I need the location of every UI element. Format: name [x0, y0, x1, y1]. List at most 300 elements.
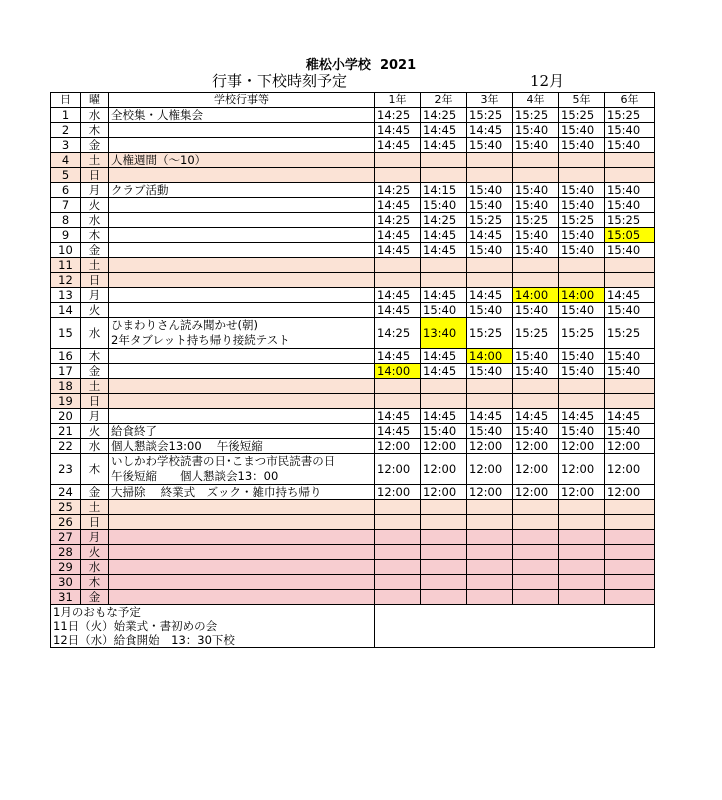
dismissal-time-cell [375, 545, 421, 560]
dismissal-time-cell [467, 590, 513, 605]
dismissal-time-cell [513, 168, 559, 183]
dismissal-time-cell [605, 575, 655, 590]
dismissal-time-cell [605, 168, 655, 183]
table-row [51, 198, 655, 213]
dismissal-time-cell: 14:45 [375, 349, 421, 364]
school-name: 稚松小学校 [305, 58, 371, 73]
weekday-cell: 土 [81, 500, 109, 515]
dismissal-time-cell: 15:40 [467, 303, 513, 318]
header-weekday: 曜 [81, 93, 109, 108]
header-grade: 4年 [513, 93, 559, 108]
event-cell [109, 153, 375, 168]
event-cell [109, 243, 375, 258]
day-cell: 8 [51, 213, 81, 228]
dismissal-time-cell: 15:25 [467, 318, 513, 349]
dismissal-time-cell: 15:40 [467, 243, 513, 258]
dismissal-time-cell: 15:40 [559, 364, 605, 379]
dismissal-time-cell [467, 515, 513, 530]
dismissal-time-cell [513, 545, 559, 560]
dismissal-time-cell: 15:40 [513, 123, 559, 138]
weekday-cell: 土 [81, 379, 109, 394]
dismissal-time-cell: 14:45 [605, 288, 655, 303]
dismissal-time-cell: 15:25 [513, 318, 559, 349]
table-row [51, 530, 655, 545]
dismissal-time-cell: 14:45 [375, 424, 421, 439]
dismissal-time-cell: 15:40 [513, 138, 559, 153]
event-cell [109, 575, 375, 590]
dismissal-time-cell: 15:40 [559, 123, 605, 138]
dismissal-time-cell: 14:45 [375, 228, 421, 243]
dismissal-time-cell [513, 515, 559, 530]
table-row [51, 138, 655, 153]
day-cell: 21 [51, 424, 81, 439]
dismissal-time-cell [467, 575, 513, 590]
event-cell [109, 394, 375, 409]
dismissal-time-cell: 14:25 [375, 183, 421, 198]
dismissal-time-cell: 15:25 [513, 108, 559, 123]
dismissal-time-cell: 12:00 [605, 454, 655, 485]
schedule-table [50, 92, 655, 648]
header-grade: 3年 [467, 93, 513, 108]
weekday-cell: 土 [81, 153, 109, 168]
weekday-cell: 月 [81, 530, 109, 545]
day-cell: 25 [51, 500, 81, 515]
table-row [51, 258, 655, 273]
dismissal-time-cell [513, 273, 559, 288]
dismissal-time-cell: 14:00 [375, 364, 421, 379]
weekday-cell: 木 [81, 575, 109, 590]
day-cell: 16 [51, 349, 81, 364]
schedule-body [51, 108, 655, 605]
dismissal-time-cell: 14:45 [421, 288, 467, 303]
event-cell [109, 515, 375, 530]
dismissal-time-cell [467, 500, 513, 515]
dismissal-time-cell: 15:40 [605, 243, 655, 258]
header-grade: 5年 [559, 93, 605, 108]
event-cell [109, 288, 375, 303]
event-cell [109, 454, 375, 485]
event-cell [109, 424, 375, 439]
day-cell: 23 [51, 454, 81, 485]
dismissal-time-cell: 14:45 [375, 288, 421, 303]
event-line: ひまわりさん読み聞かせ(朝) [111, 318, 258, 332]
table-row [51, 183, 655, 198]
dismissal-time-cell [375, 515, 421, 530]
table-row [51, 349, 655, 364]
table-row [51, 228, 655, 243]
header-events: 学校行事等 [109, 93, 375, 108]
event-cell [109, 364, 375, 379]
dismissal-time-cell: 15:40 [513, 303, 559, 318]
dismissal-time-cell: 15:40 [513, 228, 559, 243]
dismissal-time-cell: 15:40 [559, 303, 605, 318]
header-day: 日 [51, 93, 81, 108]
dismissal-time-cell: 14:45 [375, 303, 421, 318]
event-cell [109, 228, 375, 243]
dismissal-time-cell [421, 545, 467, 560]
dismissal-time-cell [421, 153, 467, 168]
header-row [51, 93, 655, 108]
day-cell: 2 [51, 123, 81, 138]
weekday-cell: 水 [81, 108, 109, 123]
dismissal-time-cell [513, 153, 559, 168]
dismissal-time-cell [375, 590, 421, 605]
dismissal-time-cell [559, 590, 605, 605]
weekday-cell: 火 [81, 545, 109, 560]
event-cell [109, 123, 375, 138]
dismissal-time-cell: 15:25 [467, 108, 513, 123]
event-line: いしかわ学校読書の日･こまつ市民読書の日 [111, 454, 336, 468]
dismissal-time-cell: 14:45 [421, 409, 467, 424]
dismissal-time-cell: 12:00 [559, 454, 605, 485]
dismissal-time-cell [375, 273, 421, 288]
dismissal-time-cell: 15:40 [513, 424, 559, 439]
weekday-cell: 火 [81, 198, 109, 213]
dismissal-time-cell [421, 500, 467, 515]
dismissal-time-cell [513, 530, 559, 545]
dismissal-time-cell [559, 560, 605, 575]
dismissal-time-cell [421, 273, 467, 288]
table-row [51, 394, 655, 409]
weekday-cell: 火 [81, 303, 109, 318]
day-cell: 1 [51, 108, 81, 123]
table-row [51, 575, 655, 590]
day-cell: 29 [51, 560, 81, 575]
table-row [51, 288, 655, 303]
dismissal-time-cell [559, 168, 605, 183]
dismissal-time-cell [605, 515, 655, 530]
dismissal-time-cell [375, 530, 421, 545]
dismissal-time-cell: 14:15 [421, 183, 467, 198]
dismissal-time-cell: 15:40 [421, 198, 467, 213]
dismissal-time-cell: 15:40 [467, 424, 513, 439]
dismissal-time-cell: 12:00 [605, 485, 655, 500]
dismissal-time-cell [421, 590, 467, 605]
dismissal-time-cell: 15:40 [513, 183, 559, 198]
dismissal-time-cell [605, 530, 655, 545]
dismissal-time-cell [375, 500, 421, 515]
weekday-cell: 月 [81, 288, 109, 303]
table-row [51, 560, 655, 575]
dismissal-time-cell: 12:00 [421, 454, 467, 485]
dismissal-time-cell: 15:40 [513, 243, 559, 258]
notes-line: 12日（水）給食開始 13：30下校 [53, 633, 235, 647]
day-cell: 19 [51, 394, 81, 409]
event-cell [109, 303, 375, 318]
day-cell: 9 [51, 228, 81, 243]
event-line: 人権週間（～10） [111, 153, 207, 167]
dismissal-time-cell [513, 575, 559, 590]
event-line: 全校集・人権集会 [111, 108, 203, 122]
notes-blank-cell [375, 605, 655, 648]
dismissal-time-cell: 15:25 [513, 213, 559, 228]
school-year: 2021 [379, 58, 417, 73]
table-row [51, 515, 655, 530]
day-cell: 12 [51, 273, 81, 288]
day-cell: 7 [51, 198, 81, 213]
page-subtitle: 行事・下校時刻予定 [212, 72, 348, 90]
day-cell: 11 [51, 258, 81, 273]
event-cell [109, 545, 375, 560]
dismissal-time-cell [513, 394, 559, 409]
dismissal-time-cell: 15:40 [559, 424, 605, 439]
dismissal-time-cell: 15:40 [467, 198, 513, 213]
dismissal-time-cell [605, 273, 655, 288]
weekday-cell: 金 [81, 243, 109, 258]
dismissal-time-cell: 12:00 [605, 439, 655, 454]
school-title [0, 54, 722, 73]
day-cell: 24 [51, 485, 81, 500]
table-row [51, 243, 655, 258]
weekday-cell: 月 [81, 183, 109, 198]
dismissal-time-cell: 14:45 [375, 409, 421, 424]
dismissal-time-cell: 14:45 [421, 349, 467, 364]
dismissal-time-cell: 14:45 [467, 228, 513, 243]
dismissal-time-cell [421, 168, 467, 183]
dismissal-time-cell [467, 394, 513, 409]
weekday-cell: 木 [81, 454, 109, 485]
dismissal-time-cell: 14:45 [375, 138, 421, 153]
table-row [51, 485, 655, 500]
event-cell [109, 183, 375, 198]
dismissal-time-cell [467, 258, 513, 273]
dismissal-time-cell: 12:00 [421, 439, 467, 454]
dismissal-time-cell: 12:00 [513, 485, 559, 500]
day-cell: 3 [51, 138, 81, 153]
dismissal-time-cell [559, 500, 605, 515]
event-cell [109, 258, 375, 273]
dismissal-time-cell [421, 394, 467, 409]
event-cell [109, 349, 375, 364]
day-cell: 10 [51, 243, 81, 258]
dismissal-time-cell: 12:00 [513, 454, 559, 485]
dismissal-time-cell [375, 379, 421, 394]
dismissal-time-cell: 15:40 [467, 364, 513, 379]
dismissal-time-cell: 15:40 [513, 198, 559, 213]
weekday-cell: 金 [81, 485, 109, 500]
weekday-cell: 木 [81, 349, 109, 364]
dismissal-time-cell: 15:40 [559, 228, 605, 243]
weekday-cell: 水 [81, 318, 109, 349]
weekday-cell: 金 [81, 590, 109, 605]
table-row [51, 273, 655, 288]
dismissal-time-cell: 15:25 [605, 213, 655, 228]
dismissal-time-cell: 14:45 [421, 243, 467, 258]
dismissal-time-cell [559, 575, 605, 590]
dismissal-time-cell [559, 545, 605, 560]
dismissal-time-cell: 15:40 [605, 303, 655, 318]
event-cell [109, 168, 375, 183]
table-row [51, 424, 655, 439]
dismissal-time-cell [467, 560, 513, 575]
dismissal-time-cell [513, 560, 559, 575]
dismissal-time-cell [375, 153, 421, 168]
dismissal-time-cell [467, 168, 513, 183]
dismissal-time-cell: 12:00 [375, 454, 421, 485]
dismissal-time-cell: 15:40 [421, 424, 467, 439]
dismissal-time-cell [513, 258, 559, 273]
dismissal-time-cell [605, 153, 655, 168]
weekday-cell: 日 [81, 515, 109, 530]
dismissal-time-cell [375, 560, 421, 575]
day-cell: 30 [51, 575, 81, 590]
event-cell [109, 379, 375, 394]
event-cell [109, 485, 375, 500]
dismissal-time-cell [513, 590, 559, 605]
dismissal-time-cell: 14:25 [421, 108, 467, 123]
notes-row [51, 605, 655, 648]
dismissal-time-cell: 15:40 [559, 138, 605, 153]
dismissal-time-cell: 15:40 [559, 349, 605, 364]
header-grade: 6年 [605, 93, 655, 108]
dismissal-time-cell: 15:25 [559, 318, 605, 349]
dismissal-time-cell [605, 394, 655, 409]
dismissal-time-cell: 15:05 [605, 228, 655, 243]
event-cell [109, 108, 375, 123]
day-cell: 14 [51, 303, 81, 318]
dismissal-time-cell: 14:45 [375, 243, 421, 258]
weekday-cell: 月 [81, 409, 109, 424]
dismissal-time-cell: 15:25 [559, 213, 605, 228]
event-line: 2年タブレット持ち帰り接続テスト [111, 333, 290, 347]
day-cell: 13 [51, 288, 81, 303]
dismissal-time-cell [375, 168, 421, 183]
dismissal-time-cell: 12:00 [467, 439, 513, 454]
dismissal-time-cell [467, 545, 513, 560]
dismissal-time-cell [559, 273, 605, 288]
dismissal-time-cell [605, 379, 655, 394]
day-cell: 31 [51, 590, 81, 605]
dismissal-time-cell: 12:00 [375, 485, 421, 500]
dismissal-time-cell [421, 258, 467, 273]
table-row [51, 318, 655, 349]
table-row [51, 213, 655, 228]
day-cell: 5 [51, 168, 81, 183]
dismissal-time-cell [421, 379, 467, 394]
dismissal-time-cell [421, 575, 467, 590]
dismissal-time-cell: 15:40 [605, 424, 655, 439]
dismissal-time-cell: 15:40 [467, 138, 513, 153]
dismissal-time-cell: 14:45 [559, 409, 605, 424]
dismissal-time-cell: 14:00 [467, 349, 513, 364]
event-cell [109, 500, 375, 515]
day-cell: 22 [51, 439, 81, 454]
event-cell [109, 439, 375, 454]
dismissal-time-cell [467, 273, 513, 288]
dismissal-time-cell: 15:25 [559, 108, 605, 123]
notes-line: 11日（火）始業式・書初めの会 [53, 619, 218, 633]
day-cell: 4 [51, 153, 81, 168]
day-cell: 26 [51, 515, 81, 530]
event-line: 給食終了 [111, 424, 157, 438]
event-cell [109, 409, 375, 424]
dismissal-time-cell: 15:40 [605, 138, 655, 153]
table-row [51, 454, 655, 485]
dismissal-time-cell: 15:40 [421, 303, 467, 318]
weekday-cell: 水 [81, 213, 109, 228]
dismissal-time-cell: 14:25 [421, 213, 467, 228]
table-row [51, 108, 655, 123]
dismissal-time-cell: 14:25 [375, 108, 421, 123]
table-row [51, 364, 655, 379]
dismissal-time-cell: 12:00 [375, 439, 421, 454]
event-cell [109, 590, 375, 605]
day-cell: 18 [51, 379, 81, 394]
dismissal-time-cell: 12:00 [559, 485, 605, 500]
dismissal-time-cell: 14:00 [559, 288, 605, 303]
dismissal-time-cell [559, 258, 605, 273]
dismissal-time-cell [467, 153, 513, 168]
dismissal-time-cell: 15:40 [605, 349, 655, 364]
dismissal-time-cell: 14:45 [375, 198, 421, 213]
dismissal-time-cell: 14:00 [513, 288, 559, 303]
event-cell [109, 213, 375, 228]
dismissal-time-cell: 12:00 [467, 454, 513, 485]
dismissal-time-cell: 15:40 [513, 364, 559, 379]
day-cell: 28 [51, 545, 81, 560]
day-cell: 17 [51, 364, 81, 379]
dismissal-time-cell: 14:45 [513, 409, 559, 424]
dismissal-time-cell: 14:25 [375, 318, 421, 349]
table-row [51, 409, 655, 424]
dismissal-time-cell: 14:45 [421, 364, 467, 379]
table-row [51, 590, 655, 605]
dismissal-time-cell: 15:40 [467, 183, 513, 198]
table-row [51, 303, 655, 318]
dismissal-time-cell: 15:40 [513, 349, 559, 364]
dismissal-time-cell [605, 500, 655, 515]
dismissal-time-cell [421, 560, 467, 575]
dismissal-time-cell: 12:00 [467, 485, 513, 500]
table-row [51, 153, 655, 168]
header-grade: 1年 [375, 93, 421, 108]
dismissal-time-cell [559, 515, 605, 530]
dismissal-time-cell: 15:40 [605, 183, 655, 198]
header-grade: 2年 [421, 93, 467, 108]
weekday-cell: 金 [81, 364, 109, 379]
table-row [51, 439, 655, 454]
dismissal-time-cell: 15:25 [467, 213, 513, 228]
dismissal-time-cell [605, 560, 655, 575]
dismissal-time-cell: 12:00 [513, 439, 559, 454]
day-cell: 20 [51, 409, 81, 424]
dismissal-time-cell: 15:40 [605, 198, 655, 213]
dismissal-time-cell: 15:40 [559, 243, 605, 258]
dismissal-time-cell: 14:45 [421, 228, 467, 243]
dismissal-time-cell: 13:40 [421, 318, 467, 349]
dismissal-time-cell [605, 590, 655, 605]
dismissal-time-cell: 15:25 [605, 108, 655, 123]
table-row [51, 168, 655, 183]
event-cell [109, 318, 375, 349]
notes-line: 1月のおもな予定 [53, 605, 141, 619]
dismissal-time-cell: 15:40 [605, 364, 655, 379]
event-cell [109, 273, 375, 288]
dismissal-time-cell: 12:00 [559, 439, 605, 454]
day-cell: 15 [51, 318, 81, 349]
table-row [51, 123, 655, 138]
dismissal-time-cell [375, 575, 421, 590]
day-cell: 6 [51, 183, 81, 198]
dismissal-time-cell [605, 545, 655, 560]
weekday-cell: 木 [81, 228, 109, 243]
dismissal-time-cell: 14:45 [421, 138, 467, 153]
weekday-cell: 火 [81, 424, 109, 439]
dismissal-time-cell [605, 258, 655, 273]
event-line: 個人懇談会13:00 午後短縮 [111, 439, 263, 453]
dismissal-time-cell: 14:45 [467, 288, 513, 303]
dismissal-time-cell: 14:25 [375, 213, 421, 228]
